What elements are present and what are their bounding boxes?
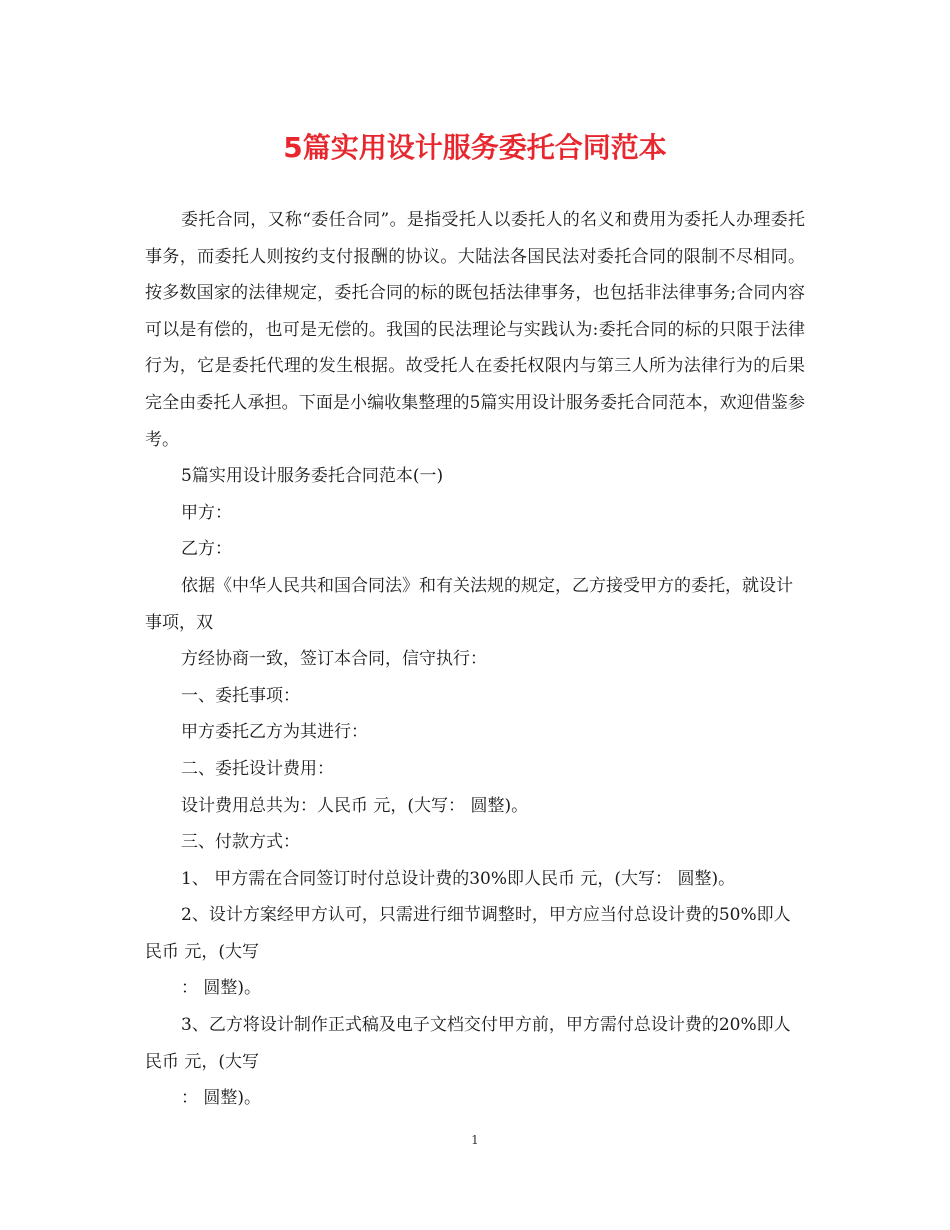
party-b-line: 乙方： — [181, 539, 232, 560]
intro-paragraph: 委托合同，又称“委任合同”。是指受托人以委托人的名义和费用为委托人办理委托事务，而委托人则按约支付报酬的协议。大陆法各国民法对委托合同的限制不尽相同。按多数国家的法律规定，委托合同的标的既包括法律事务，也包括非法律事务;合同内容可以是有偿的，也可是无偿的。我国的民法理论与实践认为:委托合同的标的只限于法律行为，它是委托代理的发生根据。故受托人在委托权限内与第三人所为法律行为的后果完全由委托人承担。下面是小编收集整理的5篇实用设计服务委托合同范本，欢迎借鉴参考。 — [145, 210, 805, 450]
document-title: 5篇实用设计服务委托合同范本 — [283, 131, 667, 164]
payment-item-1: 1、 甲方需在合同签订时付总设计费的30%即人民币 元，(大写： 圆整)。 — [181, 868, 736, 889]
party-a-line: 甲方： — [181, 502, 232, 523]
document-body — [145, 202, 805, 1117]
clause-text-2: 设计费用总共为：人民币 元，(大写： 圆整)。 — [181, 795, 529, 816]
payment-item-3: 3、乙方将设计制作正式稿及电子文档交付甲方前，甲方需付总设计费的20%即人民币 元，(大写 — [145, 1015, 791, 1072]
clause-text-1: 甲方委托乙方为其进行： — [181, 722, 368, 743]
page-number: 1 — [471, 1133, 479, 1147]
basis-paragraph: 依据《中华人民共和国合同法》和有关法规的规定，乙方接受甲方的委托，就设计事项，双 — [145, 575, 793, 633]
agreement-line: 方经协商一致，签订本合同，信守执行： — [181, 649, 487, 670]
payment-item-2: 2、设计方案经甲方认可，只需进行细节调整时，甲方应当付总设计费的50%即人民币 元，(大写 — [145, 905, 791, 962]
clause-heading-2: 二、委托设计费用： — [181, 758, 334, 779]
payment-item-2-cont: ： 圆整)。 — [181, 978, 262, 999]
payment-item-3-cont: ： 圆整)。 — [181, 1088, 262, 1109]
clause-heading-1: 一、委托事项： — [181, 685, 300, 706]
section-heading: 5篇实用设计服务委托合同范本(一) — [181, 466, 444, 487]
clause-heading-3: 三、付款方式： — [181, 832, 300, 853]
